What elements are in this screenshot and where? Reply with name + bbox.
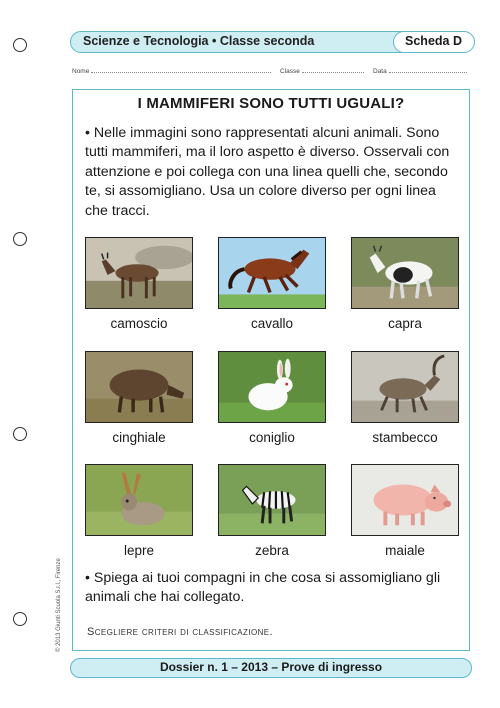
animal-label: camoscio xyxy=(110,316,168,331)
animal-label: cinghiale xyxy=(112,430,166,445)
animal-label: capra xyxy=(388,316,422,331)
zebra-photo xyxy=(218,464,326,536)
hint-text: Scegliere criteri di classificazione. xyxy=(87,626,273,638)
animal-card-rabbit[interactable] xyxy=(218,351,326,445)
class-field[interactable] xyxy=(280,67,364,75)
name-field[interactable] xyxy=(72,67,271,75)
binder-hole-2 xyxy=(13,232,27,246)
animal-card-chamois[interactable] xyxy=(85,237,193,331)
hare-photo xyxy=(85,464,193,536)
animal-label: stambecco xyxy=(372,430,438,445)
goat-photo xyxy=(351,237,459,309)
animal-label: zebra xyxy=(255,543,289,558)
student-fields xyxy=(72,67,472,79)
boar-photo xyxy=(85,351,193,423)
animal-label: cavallo xyxy=(250,316,294,331)
animal-label: maiale xyxy=(385,543,425,558)
date-label: Data xyxy=(373,68,387,75)
copyright-note: © 2013 Giunti Scuola S.r.l., Firenze xyxy=(56,558,62,652)
instructions-text: • Nelle immagini sono rappresentati alcuni animali. Sono tutti mammiferi, ma il loro aspetto è diverso. Osservali con attenzione e poi collega con una linea quelli che, secondo te, si assomigliano. Usa un colore diverso per ogni linea che tracci. xyxy=(85,125,450,219)
discussion-question: • Spiega ai tuoi compagni in che cosa si assomigliano gli animali che hai collegato. xyxy=(85,570,441,606)
animal-card-pig[interactable] xyxy=(351,464,459,558)
binder-hole-4 xyxy=(13,612,27,626)
exercise-title: I MAMMIFERI SONO TUTTI UGUALI? xyxy=(137,95,405,112)
subject-title: Scienze e Tecnologia • Classe seconda xyxy=(83,34,315,48)
animal-label: coniglio xyxy=(249,430,295,445)
pig-photo xyxy=(351,464,459,536)
animal-card-zebra[interactable] xyxy=(218,464,326,558)
exercise-box xyxy=(72,89,470,651)
class-label: Classe xyxy=(280,68,300,75)
animal-card-boar[interactable] xyxy=(85,351,193,445)
name-label: Nome xyxy=(72,68,90,75)
chamois-photo xyxy=(85,237,193,309)
date-field[interactable] xyxy=(373,67,467,75)
sheet-tab: Scheda D xyxy=(393,31,475,53)
ibex-photo xyxy=(351,351,459,423)
animal-card-ibex[interactable] xyxy=(351,351,459,445)
animal-card-hare[interactable] xyxy=(85,464,193,558)
animal-label: lepre xyxy=(123,543,155,558)
header-bar xyxy=(70,31,474,53)
rabbit-photo xyxy=(218,351,326,423)
binder-hole-3 xyxy=(13,427,27,441)
binder-hole-1 xyxy=(13,38,27,52)
animal-card-horse[interactable] xyxy=(218,237,326,331)
animal-card-goat[interactable] xyxy=(351,237,459,331)
horse-photo xyxy=(218,237,326,309)
footer-bar: Dossier n. 1 – 2013 – Prove di ingresso xyxy=(70,658,472,678)
